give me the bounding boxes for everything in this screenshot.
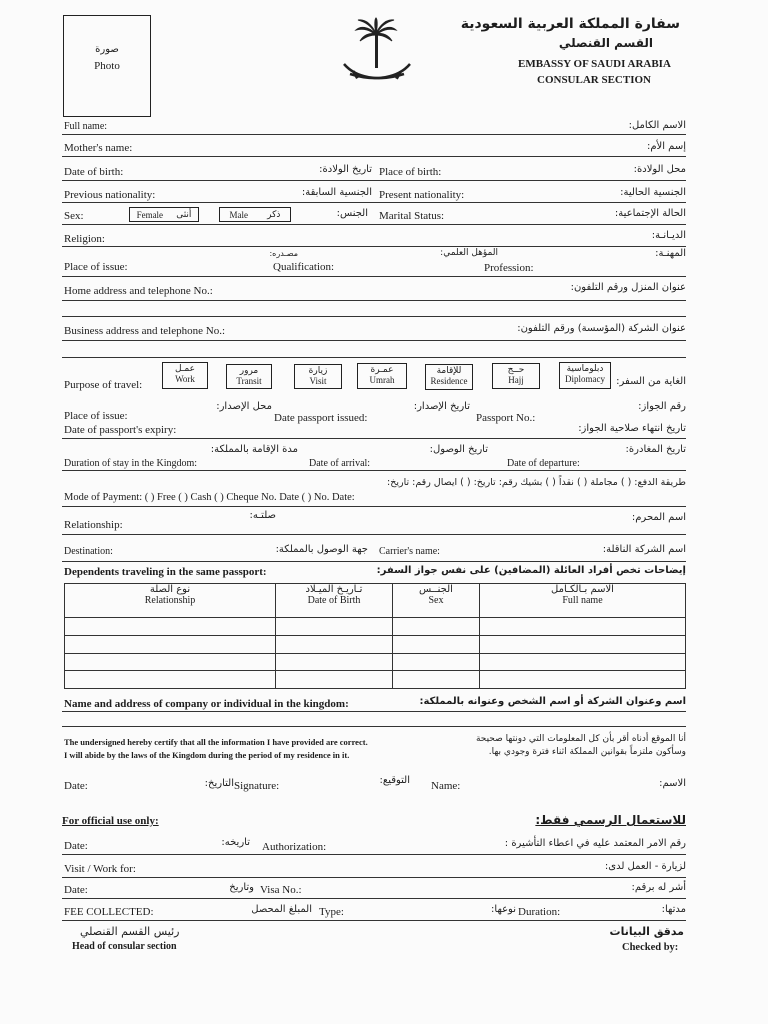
relationship-label-ar: صلتـه: xyxy=(249,510,276,521)
name-label-en: Name: xyxy=(431,780,461,792)
business-address-label-ar: عنوان الشركة (المؤسسة) ورقم التلفون: xyxy=(517,323,686,334)
expiry-label-ar: تاريخ انتهاء صلاحية الجواز: xyxy=(578,423,686,434)
departure-label-en: Date of departure: xyxy=(507,458,580,469)
purpose-visit-en: Visit xyxy=(309,376,327,386)
visa-field[interactable] xyxy=(62,898,686,899)
purpose-residence-en: Residence xyxy=(430,376,468,386)
male-label-ar: ذكر xyxy=(267,209,281,220)
purpose-work-checkbox[interactable] xyxy=(162,362,208,389)
purpose-transit-en: Transit xyxy=(236,376,262,386)
purpose-residence-checkbox[interactable] xyxy=(425,364,473,390)
visit-work-label-en: Visit / Work for: xyxy=(64,863,136,875)
female-label-en: Female xyxy=(136,209,164,220)
purpose-work-ar: عمـل xyxy=(174,364,196,374)
col-sex: الجنــس Sex xyxy=(393,584,480,618)
nationality-field[interactable] xyxy=(62,202,686,203)
purpose-umrah-ar: عمـرة xyxy=(370,365,394,375)
profession-label-ar: المهنـة: xyxy=(655,248,686,259)
carrier-label-ar: اسم الشركة الناقلة: xyxy=(602,544,686,555)
type-label-ar: نوعها: xyxy=(491,904,516,915)
header-en-line1: EMBASSY OF SAUDI ARABIA xyxy=(518,58,671,70)
pres-nationality-label-ar: الجنسية الحالية: xyxy=(620,187,686,198)
col-dob: تـاريـخ الميـلاد Date of Birth xyxy=(276,584,393,618)
head-consular-en: Head of consular section xyxy=(72,941,177,952)
duration2-label-en: Duration: xyxy=(518,906,561,918)
company-field[interactable] xyxy=(62,711,686,712)
pres-nationality-label-en: Present nationality: xyxy=(379,189,465,201)
official-date2-label-en: Date: xyxy=(64,884,88,896)
type-label-en: Type: xyxy=(319,906,344,918)
official-title-ar: للاستعمال الرسمي فقط: xyxy=(535,813,686,827)
purpose-diplomacy-checkbox[interactable] xyxy=(559,362,611,389)
male-checkbox[interactable] xyxy=(219,207,291,222)
sex-label-ar: الجنس: xyxy=(336,208,368,219)
arrival-label-en: Date of arrival: xyxy=(309,458,371,469)
home-address-label-en: Home address and telephone No.: xyxy=(64,285,213,297)
full-name-field[interactable] xyxy=(62,134,686,135)
purpose-hajj-en: Hajj xyxy=(508,375,524,385)
company-label-en: Name and address of company or individual in the kingdom: xyxy=(64,698,349,710)
purpose-visit-checkbox[interactable] xyxy=(294,364,342,389)
religion-label-en: Religion: xyxy=(64,233,105,245)
marital-label-ar: الحالة الإجتماعية: xyxy=(614,208,686,219)
payment-field[interactable] xyxy=(62,506,686,507)
issue-qual-prof-field[interactable] xyxy=(62,276,686,277)
duration-label-ar: مدة الإقامة بالمملكة: xyxy=(210,444,298,455)
purpose-hajj-checkbox[interactable] xyxy=(492,363,540,389)
declaration-en-2: I will abide by the laws of the Kingdom during the period of my residence in it. xyxy=(64,750,350,760)
authorization-label-ar: رقم الامر المعتمد عليه في اعطاء التأشيرة : xyxy=(504,838,686,849)
dob-label-ar: تاريخ الولادة: xyxy=(319,164,372,175)
stay-field[interactable] xyxy=(62,470,686,471)
mother-name-field[interactable] xyxy=(62,156,686,157)
authorization-field[interactable] xyxy=(62,854,686,855)
female-label-ar: أنثى xyxy=(176,209,192,220)
purpose-diplomacy-en: Diplomacy xyxy=(565,374,605,384)
mother-name-label-ar: إسم الأم: xyxy=(646,141,686,152)
name-label-ar: الاسم: xyxy=(659,778,686,789)
relationship-label-en: Relationship: xyxy=(64,519,123,531)
authorization-label-en: Authorization: xyxy=(262,841,327,853)
official-date2-label-ar: وتاريخ xyxy=(229,882,254,893)
business-address-label-en: Business address and telephone No.: xyxy=(64,325,225,337)
passport-no-label-en: Passport No.: xyxy=(476,412,536,424)
table-header-row xyxy=(65,584,686,618)
male-label-en: Male xyxy=(229,209,249,220)
sex-marital-field[interactable] xyxy=(62,224,686,225)
home-address-label-ar: عنوان المنزل ورقم التلفون: xyxy=(570,282,686,293)
declaration-en-1: The undersigned hereby certify that all the information I have provided are correct. xyxy=(64,737,368,747)
fee-collected-label-en: FEE COLLECTED: xyxy=(64,906,154,918)
photo-label-en: Photo xyxy=(94,60,120,72)
date-issued-label-en: Date passport issued: xyxy=(274,412,368,424)
qualification-label-ar: المؤهل العلمي: xyxy=(440,248,498,258)
purpose-visit-ar: زيارة xyxy=(308,366,328,376)
declaration-ar-2: وسأكون ملتزماً بقوانين المملكة اثناء فترة وجودي بها. xyxy=(488,747,686,757)
full-name-label-ar: الاسم الكامل: xyxy=(628,120,686,131)
checked-by-ar: مدقق البيانات xyxy=(609,925,684,938)
purpose-hajj-ar: حــج xyxy=(507,365,525,375)
table-row[interactable] xyxy=(65,635,686,653)
purpose-work-en: Work xyxy=(175,374,195,384)
visa-no-label-ar: أشر له برقم: xyxy=(631,882,686,893)
fee-field[interactable] xyxy=(62,920,686,921)
marital-label-en: Marital Status: xyxy=(379,210,445,222)
profession-label-en: Profession: xyxy=(484,262,534,274)
religion-field[interactable] xyxy=(62,246,686,247)
declaration-ar-1: أنا الموقع أدناه أقر بأن كل المعلومات التي دونتها صحيحة xyxy=(475,734,686,744)
visit-work-field[interactable] xyxy=(62,877,686,878)
photo-box xyxy=(63,15,151,117)
home-address-field-2[interactable] xyxy=(62,316,686,317)
sign-date-label-en: Date: xyxy=(64,780,88,792)
header-ar-line2: القسم القنصلي xyxy=(558,36,653,50)
official-date1-label-en: Date: xyxy=(64,840,88,852)
prev-nationality-label-ar: الجنسية السابقة: xyxy=(301,187,372,198)
female-checkbox[interactable] xyxy=(129,207,199,222)
purpose-transit-checkbox[interactable] xyxy=(226,364,272,389)
sign-date-label-ar: التاريخ: xyxy=(204,778,234,789)
checked-by-en: Checked by: xyxy=(622,942,679,953)
passport-no-label-ar: رقم الجواز: xyxy=(638,401,686,412)
religion-label-ar: الديـانـة: xyxy=(651,230,686,241)
carrier-label-en: Carrier's name: xyxy=(379,546,440,557)
duration-label-en: Duration of stay in the Kingdom: xyxy=(64,458,198,469)
place-issue1-label-en: Place of issue: xyxy=(64,261,128,273)
table-row[interactable] xyxy=(65,671,686,689)
dob-label-en: Date of birth: xyxy=(64,166,124,178)
destination-label-en: Destination: xyxy=(64,546,113,557)
expiry-label-en: Date of passport's expiry: xyxy=(64,424,177,436)
full-name-label-en: Full name: xyxy=(64,121,108,132)
purpose-label-en: Purpose of travel: xyxy=(64,379,143,391)
purpose-diplomacy-ar: دبلوماسية xyxy=(566,364,604,374)
visa-no-label-en: Visa No.: xyxy=(260,884,302,896)
qualification-label-en: Qualification: xyxy=(273,261,335,273)
business-address-field-2[interactable] xyxy=(62,357,686,358)
dob-pob-field[interactable] xyxy=(62,180,686,181)
purpose-transit-ar: مرور xyxy=(239,366,259,376)
pob-label-ar: محل الولادة: xyxy=(633,164,686,175)
payment-label-ar: طريقة الدفع: ( ) مجاملة ( ) نقداً ( ) بشيك رقم: تاريخ: ( ) ايصال رقم: تاريخ: xyxy=(387,477,686,488)
dependents-title-en: Dependents traveling in the same passport: xyxy=(64,566,267,578)
duration2-label-ar: مدتها: xyxy=(661,904,686,915)
mahram-label-ar: اسم المحرم: xyxy=(631,512,686,523)
business-address-field[interactable] xyxy=(62,340,686,341)
official-date1-label-ar: تاريخه: xyxy=(221,837,250,848)
place-issue2-label-en: Place of issue: xyxy=(64,410,128,422)
photo-label-ar: صورة xyxy=(95,44,119,55)
purpose-label-ar: الغاية من السفر: xyxy=(616,376,686,387)
signature-label-ar: التوقيع: xyxy=(379,775,410,786)
departure-label-ar: تاريخ المغادرة: xyxy=(625,444,686,455)
header-en-line2: CONSULAR SECTION xyxy=(537,74,651,86)
head-consular-ar: رئيس القسم القنصلي xyxy=(80,925,180,938)
col-relationship: نوع الصلة Relationship xyxy=(65,584,276,618)
visit-work-label-ar: لزيارة - العمل لدى: xyxy=(604,861,686,872)
pob-label-en: Place of birth: xyxy=(379,166,442,178)
destination-label-ar: جهة الوصول بالمملكة: xyxy=(275,544,368,555)
dependents-title-ar: إيضاحات تخص أفراد العائلة (المضافين) على نفس جواز السفر: xyxy=(376,565,686,576)
place-issue1-label-ar: مصـدره: xyxy=(269,249,298,258)
company-label-ar: اسم وعنوان الشركة أو اسم الشخص وعنوانه بالمملكة: xyxy=(419,696,686,707)
mother-name-label-en: Mother's name: xyxy=(64,142,133,154)
sex-label-en: Sex: xyxy=(64,210,84,222)
passport-field[interactable] xyxy=(62,438,686,439)
home-address-field[interactable] xyxy=(62,300,686,301)
prev-nationality-label-en: Previous nationality: xyxy=(64,189,156,201)
place-issue2-label-ar: محل الإصدار: xyxy=(216,401,272,412)
company-field-2[interactable] xyxy=(62,726,686,727)
purpose-residence-ar: للإقامة xyxy=(436,366,462,376)
payment-label-en: Mode of Payment: ( ) Free ( ) Cash ( ) Cheque No. Date ( ) No. Date: xyxy=(64,492,355,503)
table-row[interactable] xyxy=(65,618,686,636)
dependents-table xyxy=(64,583,686,689)
purpose-umrah-checkbox[interactable] xyxy=(357,363,407,389)
arrival-label-ar: تاريخ الوصول: xyxy=(429,444,488,455)
date-issued-label-ar: تاريخ الإصدار: xyxy=(413,401,470,412)
saudi-emblem-icon xyxy=(338,16,416,98)
destination-field[interactable] xyxy=(62,561,686,562)
relationship-field[interactable] xyxy=(62,534,686,535)
purpose-umrah-en: Umrah xyxy=(369,375,395,385)
table-row[interactable] xyxy=(65,653,686,671)
fee-collected-label-ar: المبلغ المحصل xyxy=(251,904,312,915)
header-ar-line1: سفارة المملكة العربية السعودية xyxy=(460,16,680,32)
signature-label-en: Signature: xyxy=(234,780,280,792)
col-fullname: الاسم بـالكـامل Full name xyxy=(480,584,686,618)
official-title-en: For official use only: xyxy=(62,815,159,827)
